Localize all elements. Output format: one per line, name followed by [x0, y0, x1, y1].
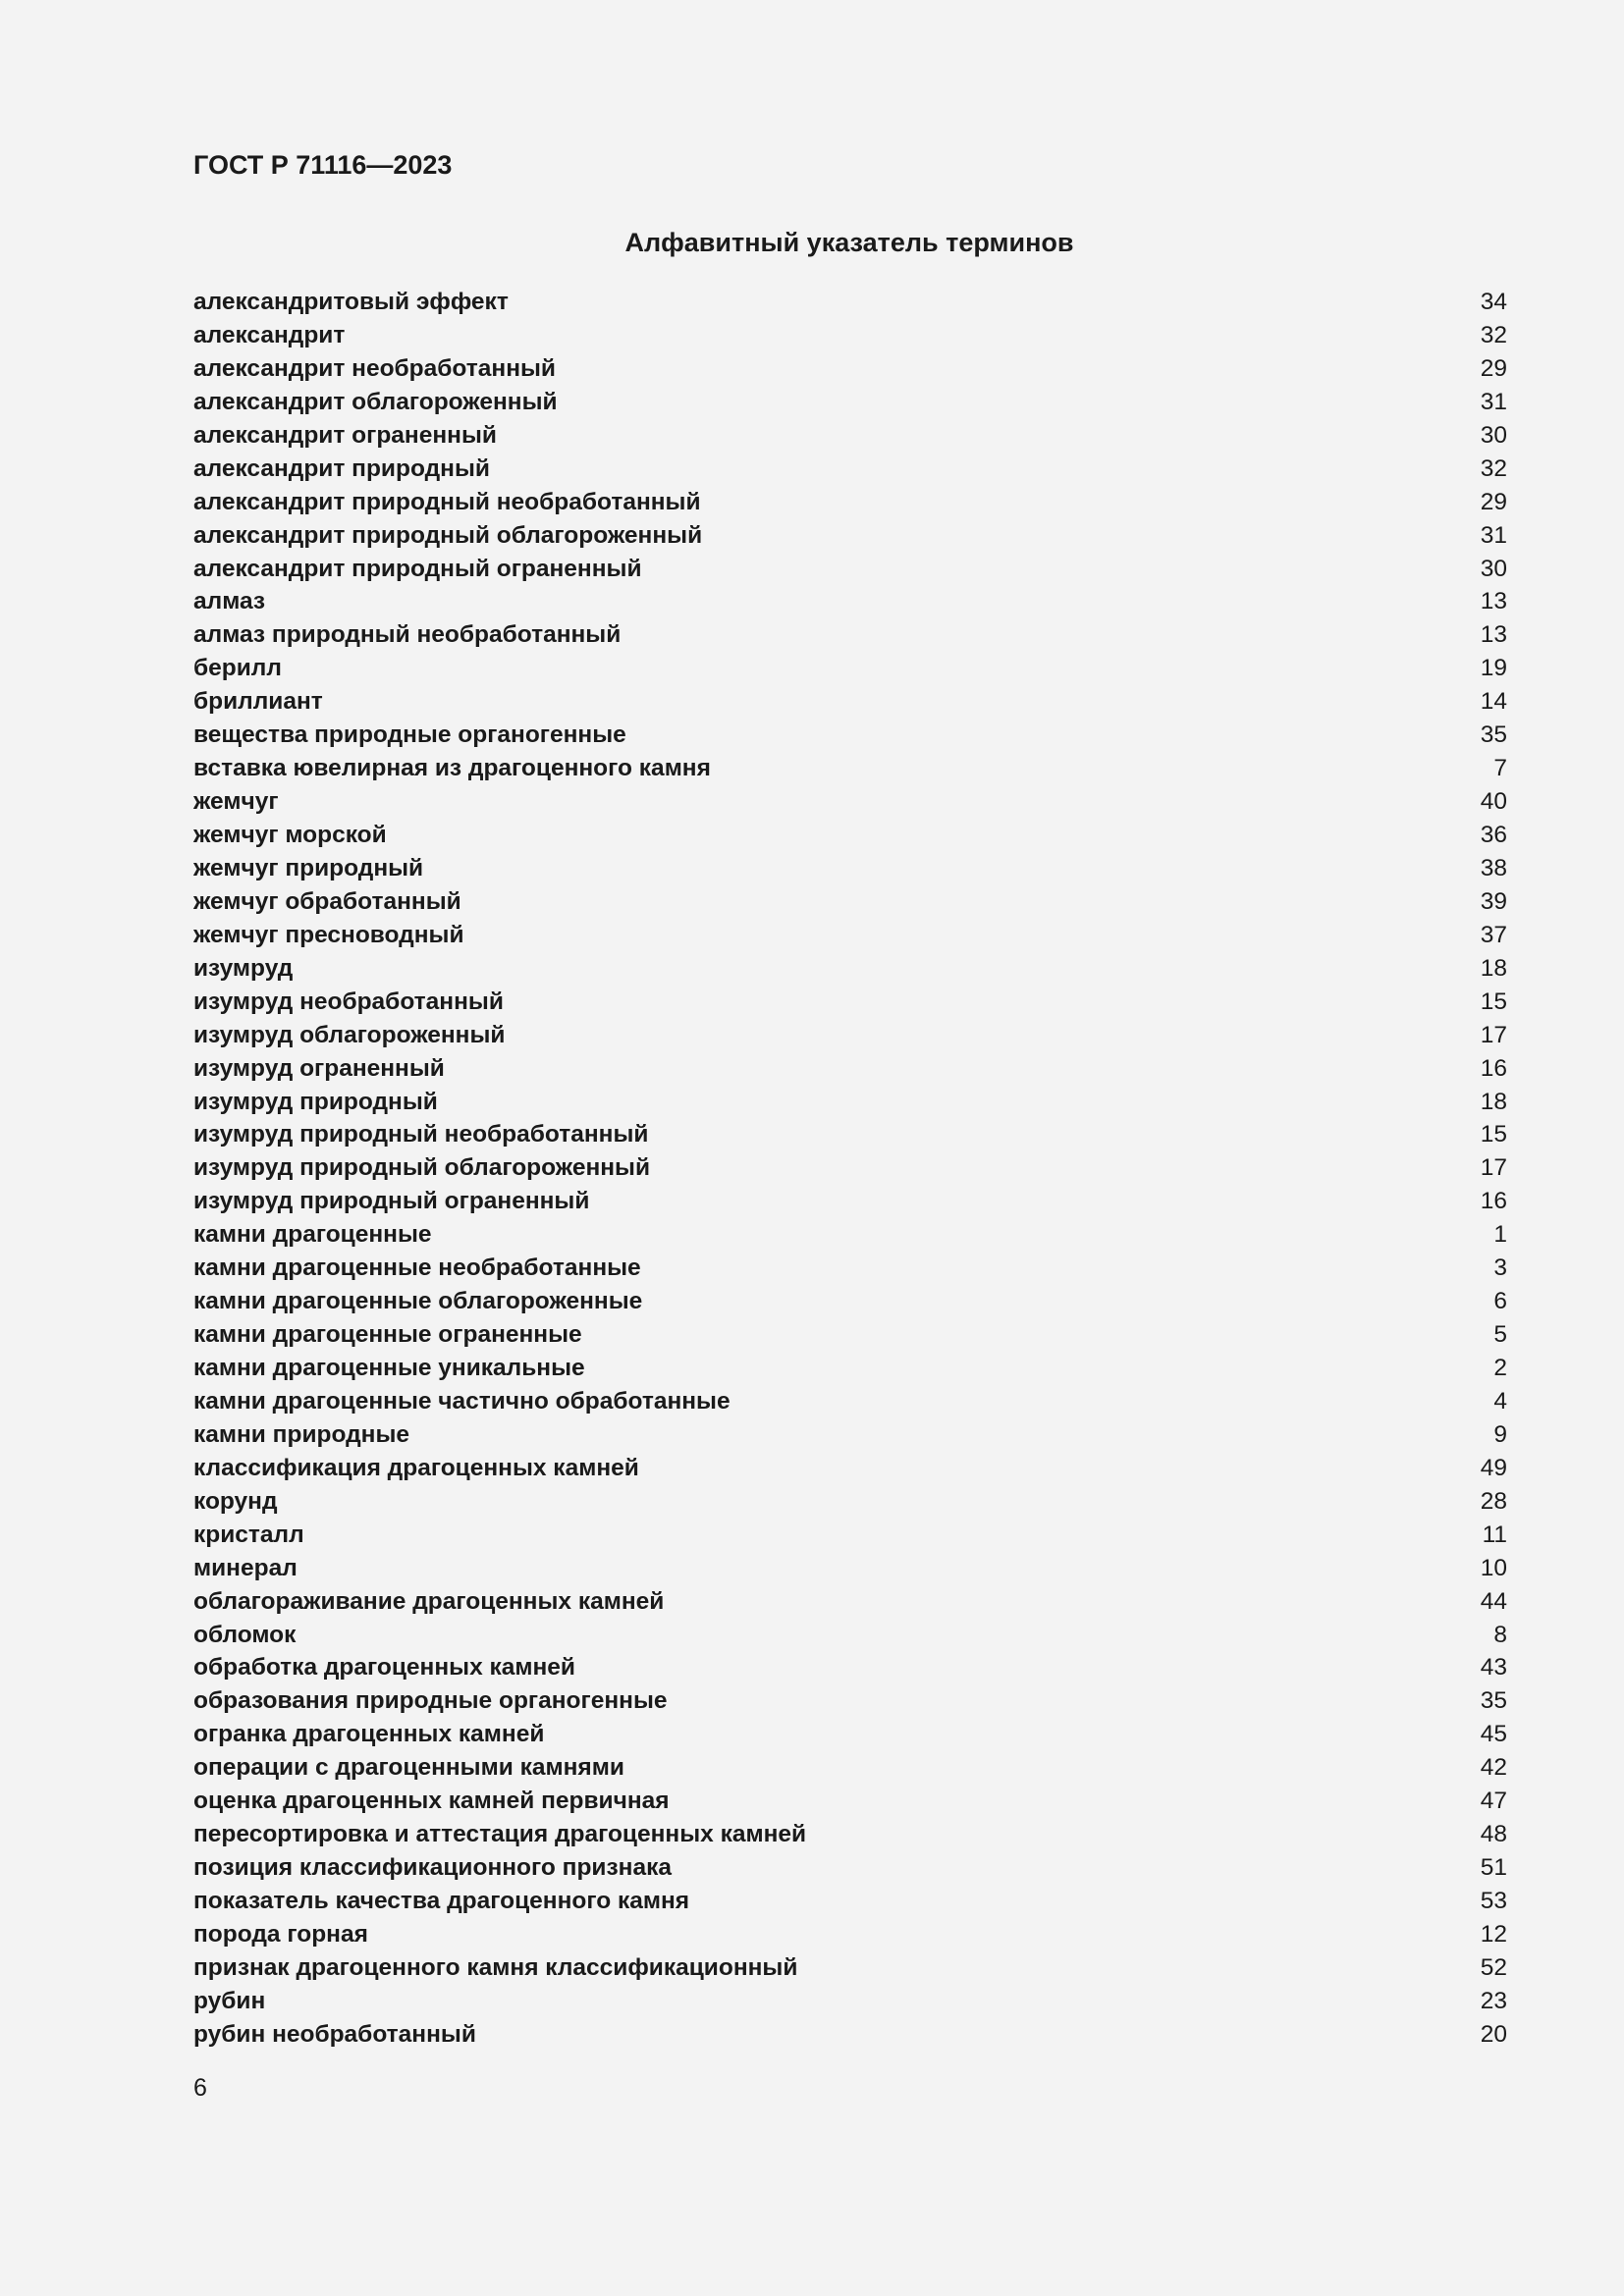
- index-term: жемчуг: [193, 788, 279, 816]
- index-term: рубин: [193, 1987, 266, 2014]
- index-term: александритовый эффект: [193, 289, 509, 315]
- index-entry: [193, 1885, 1507, 1918]
- index-term: вещества природные органогенные: [193, 721, 626, 749]
- index-term: изумруд природный: [193, 1088, 438, 1115]
- index-term: камни природные: [193, 1420, 410, 1448]
- index-term: рубин необработанный: [193, 2020, 476, 2048]
- term-index-list: [193, 286, 1507, 2052]
- index-entry: [193, 1485, 1507, 1519]
- index-term-number: 29: [1480, 488, 1507, 515]
- index-entry: [193, 618, 1507, 652]
- index-term-number: 15: [1480, 988, 1507, 1015]
- index-entry: [193, 1951, 1507, 1985]
- index-term-number: 2: [1493, 1355, 1507, 1381]
- index-entry: [193, 1285, 1507, 1318]
- index-term: алмаз: [193, 588, 266, 615]
- index-term-number: 40: [1480, 788, 1507, 816]
- index-entry: [193, 453, 1507, 486]
- index-term-number: 44: [1480, 1587, 1507, 1615]
- index-entry: [193, 1185, 1507, 1218]
- index-term-number: 31: [1480, 388, 1507, 415]
- index-title: Алфавитный указатель терминов: [624, 228, 1074, 257]
- index-entry: [193, 585, 1507, 618]
- index-term-number: 4: [1493, 1387, 1507, 1415]
- index-term-number: 37: [1480, 921, 1507, 948]
- index-term: александрит природный облагороженный: [193, 521, 703, 549]
- index-term-number: 35: [1480, 721, 1507, 749]
- document-code: ГОСТ Р 71116—2023: [193, 150, 453, 180]
- index-term-number: 48: [1480, 1821, 1507, 1848]
- index-term-number: 30: [1480, 555, 1507, 582]
- index-term-number: 18: [1480, 954, 1507, 982]
- index-term-number: 36: [1480, 822, 1507, 848]
- index-entry: [193, 1418, 1507, 1452]
- index-term: жемчуг пресноводный: [193, 921, 464, 948]
- index-term-number: 39: [1480, 887, 1507, 915]
- index-term: огранка драгоценных камней: [193, 1721, 545, 1748]
- index-term-number: 15: [1480, 1121, 1507, 1148]
- index-entry: [193, 1851, 1507, 1885]
- index-term-number: 28: [1480, 1487, 1507, 1515]
- index-term: александрит природный ограненный: [193, 555, 642, 582]
- index-term: оценка драгоценных камней первичная: [193, 1788, 670, 1815]
- index-entry: [193, 919, 1507, 952]
- index-entry: [193, 286, 1507, 319]
- index-term: обработка драгоценных камней: [193, 1654, 575, 1682]
- index-entry: [193, 1086, 1507, 1119]
- index-term-number: 19: [1480, 655, 1507, 682]
- index-term: жемчуг морской: [193, 822, 387, 848]
- index-entry: [193, 1218, 1507, 1252]
- index-entry: [193, 419, 1507, 453]
- index-term: корунд: [193, 1487, 278, 1515]
- index-term: жемчуг природный: [193, 854, 424, 881]
- index-term-number: 16: [1480, 1188, 1507, 1215]
- index-entry: [193, 1385, 1507, 1418]
- index-term: порода горная: [193, 1920, 368, 1948]
- index-term: изумруд: [193, 954, 294, 982]
- index-term-number: 51: [1480, 1854, 1507, 1882]
- index-entry: [193, 1352, 1507, 1385]
- index-term-number: 1: [1493, 1221, 1507, 1249]
- index-term: камни драгоценные ограненные: [193, 1321, 582, 1349]
- index-entry: [193, 1252, 1507, 1285]
- index-term-number: 10: [1480, 1554, 1507, 1581]
- index-entry: [193, 553, 1507, 586]
- index-term-number: 42: [1480, 1754, 1507, 1782]
- index-term-number: 34: [1480, 289, 1507, 315]
- index-entry: [193, 1585, 1507, 1619]
- index-term-number: 16: [1480, 1054, 1507, 1082]
- index-entry: [193, 319, 1507, 352]
- index-entry: [193, 652, 1507, 685]
- index-entry: [193, 1019, 1507, 1052]
- index-term-number: 11: [1482, 1521, 1507, 1548]
- index-term: александрит природный: [193, 454, 490, 482]
- index-term-number: 20: [1480, 2020, 1507, 2048]
- index-entry: [193, 1452, 1507, 1485]
- index-term-number: 9: [1493, 1420, 1507, 1448]
- index-term-number: 8: [1493, 1621, 1507, 1648]
- index-term: классификация драгоценных камней: [193, 1454, 639, 1481]
- index-term-number: 7: [1493, 755, 1507, 782]
- index-term-number: 52: [1480, 1953, 1507, 1981]
- index-term-number: 5: [1493, 1321, 1507, 1349]
- index-term: александрит ограненный: [193, 421, 497, 449]
- index-term: кристалл: [193, 1521, 304, 1548]
- index-term: операции с драгоценными камнями: [193, 1754, 624, 1782]
- index-entry: [193, 952, 1507, 986]
- index-entry: [193, 1118, 1507, 1151]
- index-term: изумруд природный ограненный: [193, 1188, 590, 1215]
- index-term-number: 3: [1493, 1255, 1507, 1282]
- index-entry: [193, 1052, 1507, 1086]
- index-entry: [193, 1651, 1507, 1684]
- index-term-number: 43: [1480, 1654, 1507, 1682]
- index-entry: [193, 1751, 1507, 1785]
- index-term: алмаз природный необработанный: [193, 621, 622, 649]
- index-entry: [193, 819, 1507, 852]
- index-term: обломок: [193, 1621, 297, 1648]
- index-entry: [193, 486, 1507, 519]
- index-entry: [193, 1318, 1507, 1352]
- index-term: признак драгоценного камня классификационный: [193, 1953, 798, 1981]
- index-term: показатель качества драгоценного камня: [193, 1888, 690, 1914]
- index-term: камни драгоценные необработанные: [193, 1255, 641, 1282]
- index-entry: [193, 785, 1507, 819]
- index-entry: [193, 685, 1507, 719]
- page-number: 6: [193, 2074, 207, 2102]
- index-entry: [193, 1684, 1507, 1718]
- index-term: камни драгоценные частично обработанные: [193, 1387, 731, 1415]
- index-term: александрит природный необработанный: [193, 488, 701, 515]
- index-entry: [193, 2018, 1507, 2052]
- index-entry: [193, 386, 1507, 419]
- index-term-number: 32: [1480, 321, 1507, 348]
- index-term: жемчуг обработанный: [193, 887, 461, 915]
- index-term: вставка ювелирная из драгоценного камня: [193, 755, 711, 782]
- index-term-number: 13: [1480, 621, 1507, 649]
- index-term-number: 49: [1480, 1454, 1507, 1481]
- index-term-number: 17: [1480, 1021, 1507, 1048]
- index-term-number: 32: [1480, 454, 1507, 482]
- index-term-number: 18: [1480, 1088, 1507, 1115]
- index-entry: [193, 1785, 1507, 1818]
- index-term: позиция классификационного признака: [193, 1854, 672, 1882]
- index-entry: [193, 1918, 1507, 1951]
- index-term: изумруд ограненный: [193, 1054, 445, 1082]
- index-term: камни драгоценные уникальные: [193, 1355, 585, 1381]
- index-term: пересортировка и аттестация драгоценных камней: [193, 1821, 807, 1848]
- index-term: минерал: [193, 1554, 298, 1581]
- index-term: камни драгоценные: [193, 1221, 432, 1249]
- index-entry: [193, 352, 1507, 386]
- index-term: александрит необработанный: [193, 354, 556, 382]
- index-term-number: 13: [1480, 588, 1507, 615]
- index-term-number: 38: [1480, 854, 1507, 881]
- index-term: камни драгоценные облагороженные: [193, 1288, 643, 1315]
- index-entry: [193, 519, 1507, 553]
- index-term-number: 53: [1480, 1888, 1507, 1914]
- index-term-number: 12: [1480, 1920, 1507, 1948]
- index-term: изумруд природный необработанный: [193, 1121, 649, 1148]
- index-term-number: 30: [1480, 421, 1507, 449]
- index-entry: [193, 752, 1507, 785]
- index-term-number: 14: [1480, 688, 1507, 716]
- index-term: александрит облагороженный: [193, 388, 558, 415]
- index-entry: [193, 1818, 1507, 1851]
- index-term: берилл: [193, 655, 282, 682]
- index-term: изумруд облагороженный: [193, 1021, 506, 1048]
- index-entry: [193, 852, 1507, 885]
- index-term-number: 31: [1480, 521, 1507, 549]
- index-term-number: 23: [1480, 1987, 1507, 2014]
- index-term-number: 47: [1480, 1788, 1507, 1815]
- index-term-number: 17: [1480, 1154, 1507, 1182]
- index-term-number: 45: [1480, 1721, 1507, 1748]
- index-term-number: 35: [1480, 1687, 1507, 1715]
- index-entry: [193, 1619, 1507, 1652]
- index-entry: [193, 1985, 1507, 2018]
- index-entry: [193, 1552, 1507, 1585]
- index-entry: [193, 1718, 1507, 1751]
- index-entry: [193, 719, 1507, 752]
- index-term: александрит: [193, 321, 346, 348]
- index-entry: [193, 1151, 1507, 1185]
- index-term: облагораживание драгоценных камней: [193, 1587, 665, 1615]
- index-term-number: 6: [1493, 1288, 1507, 1315]
- index-term: изумруд необработанный: [193, 988, 504, 1015]
- index-entry: [193, 885, 1507, 919]
- index-term: изумруд природный облагороженный: [193, 1154, 651, 1182]
- index-entry: [193, 986, 1507, 1019]
- index-term-number: 29: [1480, 354, 1507, 382]
- index-term: бриллиант: [193, 688, 323, 716]
- index-term: образования природные органогенные: [193, 1687, 668, 1715]
- index-entry: [193, 1519, 1507, 1552]
